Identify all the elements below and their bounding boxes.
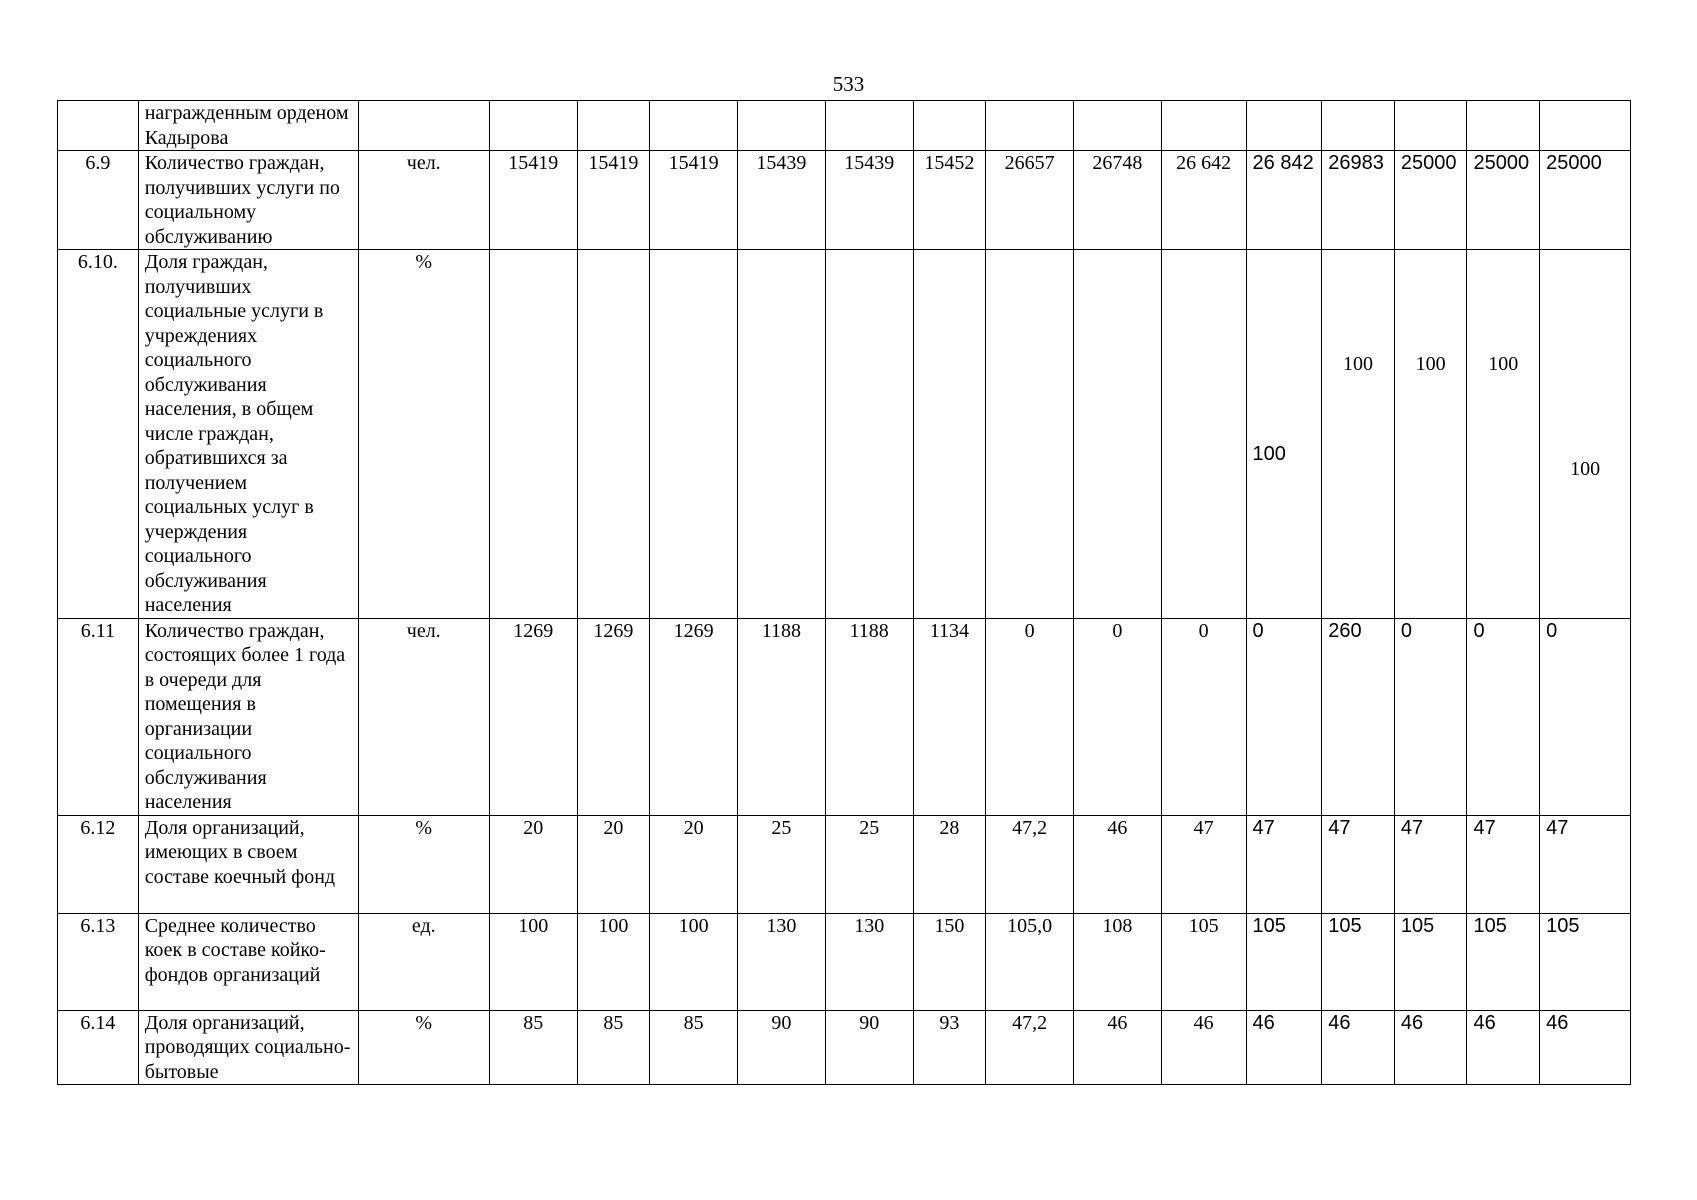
value-cell: 20	[577, 815, 650, 913]
value-cell: 105	[1467, 913, 1540, 1010]
value-cell	[577, 101, 650, 151]
value-cell	[1322, 101, 1395, 151]
value-cell: 90	[825, 1010, 913, 1085]
value-cell: 15419	[577, 151, 650, 250]
value-cell: 100	[1467, 250, 1540, 619]
value-cell: 1269	[577, 618, 650, 815]
value-cell	[489, 101, 577, 151]
value-cell: 0	[1467, 618, 1540, 815]
value-cell: 15419	[650, 151, 738, 250]
row-number: 6.10.	[58, 250, 139, 619]
value-cell	[577, 250, 650, 619]
value-cell: 1269	[650, 618, 738, 815]
table-row	[58, 101, 1631, 151]
value-cell	[1540, 101, 1631, 151]
value-cell: 20	[489, 815, 577, 913]
value-cell: 130	[825, 913, 913, 1010]
value-cell: 100	[489, 913, 577, 1010]
value-cell: 1188	[825, 618, 913, 815]
table-row	[58, 815, 1631, 913]
table-row	[58, 618, 1631, 815]
value-cell: 0	[1246, 618, 1322, 815]
value-cell: 105,0	[986, 913, 1074, 1010]
value-cell: 15439	[738, 151, 826, 250]
value-cell: 46	[1161, 1010, 1246, 1085]
value-cell	[913, 101, 986, 151]
value-cell: 47,2	[986, 815, 1074, 913]
value-cell: 90	[738, 1010, 826, 1085]
indicator-name: награжденным орденом Кадырова	[138, 101, 358, 151]
value-cell: 0	[1394, 618, 1467, 815]
value-cell: 0	[1540, 618, 1631, 815]
value-cell: 25000	[1394, 151, 1467, 250]
indicators-table	[57, 100, 1631, 1085]
value-cell: 130	[738, 913, 826, 1010]
value-cell: 20	[650, 815, 738, 913]
value-cell: 47	[1322, 815, 1395, 913]
value-cell: 85	[489, 1010, 577, 1085]
unit-cell: %	[358, 815, 489, 913]
value-cell: 47	[1161, 815, 1246, 913]
indicator-name: Доля граждан, получивших социальные услуги в учреждениях социального обслуживания населения, в общем числе граждан, обратившихся за получением социальных услуг в учерждения социального обслуживания населения	[138, 250, 358, 619]
value-cell: 25	[738, 815, 826, 913]
unit-cell: %	[358, 1010, 489, 1085]
unit-cell: чел.	[358, 618, 489, 815]
value-cell: 46	[1540, 1010, 1631, 1085]
value-cell: 47	[1467, 815, 1540, 913]
value-cell: 0	[1161, 618, 1246, 815]
value-cell: 105	[1161, 913, 1246, 1010]
value-cell: 85	[577, 1010, 650, 1085]
value-cell: 46	[1246, 1010, 1322, 1085]
value-cell: 15452	[913, 151, 986, 250]
value-cell	[650, 101, 738, 151]
value-cell: 47,2	[986, 1010, 1074, 1085]
value-cell: 100	[1246, 250, 1322, 619]
value-cell	[913, 250, 986, 619]
row-number: 6.11	[58, 618, 139, 815]
value-cell: 105	[1394, 913, 1467, 1010]
value-cell: 1188	[738, 618, 826, 815]
value-cell: 100	[577, 913, 650, 1010]
value-cell	[986, 250, 1074, 619]
value-cell: 46	[1074, 815, 1162, 913]
page-number: 533	[832, 72, 865, 96]
value-cell: 105	[1322, 913, 1395, 1010]
indicator-name: Количество граждан, состоящих более 1 года в очереди для помещения в организации социального обслуживания населения	[138, 618, 358, 815]
unit-cell: %	[358, 250, 489, 619]
table-row	[58, 250, 1631, 619]
value-cell: 105	[1540, 913, 1631, 1010]
indicator-name: Количество граждан, получивших услуги по социальному обслуживанию	[138, 151, 358, 250]
table-row	[58, 151, 1631, 250]
value-cell: 1134	[913, 618, 986, 815]
row-number: 6.9	[58, 151, 139, 250]
row-number: 6.12	[58, 815, 139, 913]
unit-cell	[358, 101, 489, 151]
value-cell	[825, 101, 913, 151]
value-cell: 1269	[489, 618, 577, 815]
value-cell: 26983	[1322, 151, 1395, 250]
value-cell: 15439	[825, 151, 913, 250]
indicator-name: Доля организаций, имеющих в своем составе коечный фонд	[138, 815, 358, 913]
value-cell: 260	[1322, 618, 1395, 815]
row-number	[58, 101, 139, 151]
value-cell	[738, 250, 826, 619]
value-cell: 28	[913, 815, 986, 913]
value-cell: 150	[913, 913, 986, 1010]
value-cell: 108	[1074, 913, 1162, 1010]
row-number: 6.13	[58, 913, 139, 1010]
value-cell	[1467, 101, 1540, 151]
value-cell	[1246, 101, 1322, 151]
value-cell: 26 842	[1246, 151, 1322, 250]
indicator-name: Доля организаций, проводящих социально-бытовые	[138, 1010, 358, 1085]
value-cell: 100	[650, 913, 738, 1010]
value-cell	[1074, 250, 1162, 619]
value-cell: 105	[1246, 913, 1322, 1010]
value-cell	[986, 101, 1074, 151]
value-cell: 85	[650, 1010, 738, 1085]
value-cell: 100	[1394, 250, 1467, 619]
value-cell: 46	[1467, 1010, 1540, 1085]
value-cell: 100	[1540, 250, 1631, 619]
table-row	[58, 913, 1631, 1010]
value-cell	[825, 250, 913, 619]
value-cell: 0	[1074, 618, 1162, 815]
value-cell: 25000	[1467, 151, 1540, 250]
value-cell	[650, 250, 738, 619]
value-cell: 25000	[1540, 151, 1631, 250]
value-cell: 0	[986, 618, 1074, 815]
table-row	[58, 1010, 1631, 1085]
unit-cell: ед.	[358, 913, 489, 1010]
value-cell: 46	[1322, 1010, 1395, 1085]
value-cell: 46	[1394, 1010, 1467, 1085]
value-cell	[1394, 101, 1467, 151]
value-cell: 47	[1394, 815, 1467, 913]
value-cell	[738, 101, 826, 151]
value-cell: 26657	[986, 151, 1074, 250]
row-number: 6.14	[58, 1010, 139, 1085]
value-cell: 25	[825, 815, 913, 913]
value-cell: 47	[1540, 815, 1631, 913]
value-cell: 100	[1322, 250, 1395, 619]
value-cell	[489, 250, 577, 619]
value-cell	[1161, 250, 1246, 619]
indicator-name: Среднее количество коек в составе койко-фондов организаций	[138, 913, 358, 1010]
value-cell	[1074, 101, 1162, 151]
value-cell: 26748	[1074, 151, 1162, 250]
value-cell: 15419	[489, 151, 577, 250]
unit-cell: чел.	[358, 151, 489, 250]
value-cell: 46	[1074, 1010, 1162, 1085]
value-cell: 47	[1246, 815, 1322, 913]
value-cell	[1161, 101, 1246, 151]
value-cell: 26 642	[1161, 151, 1246, 250]
value-cell: 93	[913, 1010, 986, 1085]
